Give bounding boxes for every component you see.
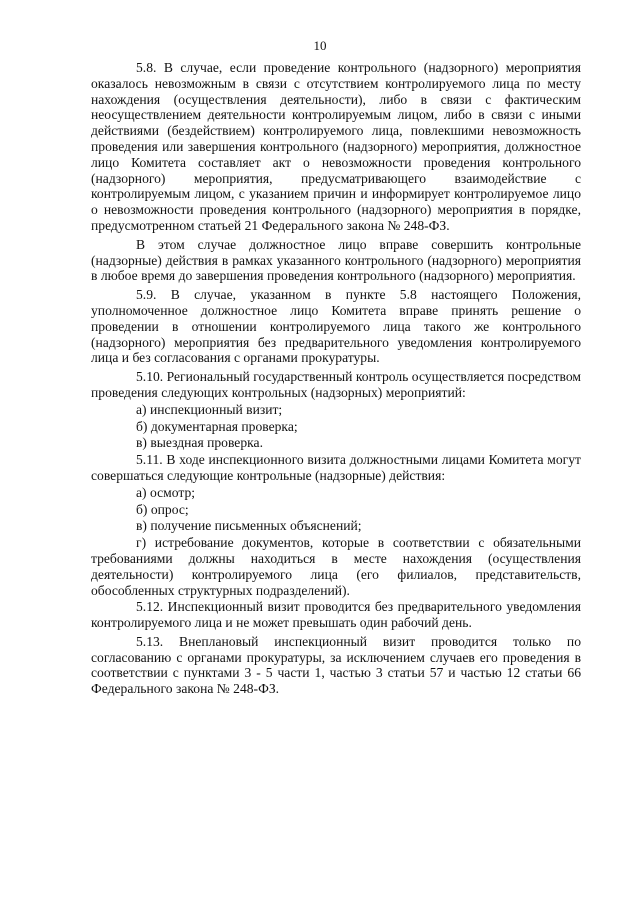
paragraph-5-11: 5.11. В ходе инспекционного визита должностными лицами Комитета могут совершаться следующие контрольные (надзорные) действия:: [91, 452, 581, 483]
paragraph-5-12: 5.12. Инспекционный визит проводится без предварительного уведомления контролируемого лица и не может превышать один рабочий день.: [91, 599, 581, 631]
document-body: [91, 60, 581, 698]
page-number: 10: [313, 38, 327, 53]
list-item: а) осмотр;: [136, 484, 196, 500]
paragraph-5-10: 5.10. Региональный государственный контроль осуществляется посредством проведения следующих контрольных (надзорных) мероприятий:: [91, 369, 581, 400]
paragraph-5-13: 5.13. Внеплановый инспекционный визит проводится только по согласованию с органами прокуратуры, за исключением случаев его проведения в соответствии с пунктами 3 - 5 части 1, частью 3 статьи 57 и частью 12 статьи 66 Федерального закона № 248-ФЗ.: [91, 633, 581, 697]
paragraph-5-8: 5.8. В случае, если проведение контрольного (надзорного) мероприятия оказалось невозможным в связи с отсутствием контролируемого лица по месту нахождения (осуществления деятельности), либо в связи с фактическим неосуществлением деятельности контролируемым лицом, либо в связи с иными действиями (бездействием) контролируемого лица, повлекшими невозможность проведения или завершения контрольного (надзорного) мероприятия, должностное лицо Комитета составляет акт о невозможности проведения контрольного (надзорного) мероприятия, предусматривающего взаимодействие с контролируемым лицом, с указанием причин и информирует контролируемое лицо о невозможности проведения контрольного (надзорного) мероприятия в порядке, предусмотренном статьей 21 Федерального закона № 248-ФЗ.: [91, 60, 581, 233]
list-item: г) истребование документов, которые в соответствии с обязательными требованиями должны находиться в месте нахождения (осуществления деятельности) контролируемого лица (его филиалов, представительств, обособленных структурных подразделений).: [91, 535, 581, 598]
paragraph-5-8-continuation: В этом случае должностное лицо вправе совершить контрольные (надзорные) действия в рамках указанного контрольного (надзорного) мероприятия в любое время до завершения проведения контрольного (надзорного) мероприятия.: [91, 236, 581, 284]
list-item: а) инспекционный визит;: [136, 401, 283, 417]
list-item: б) документарная проверка;: [136, 418, 298, 434]
list-item: б) опрос;: [136, 501, 189, 517]
list-item: в) выездная проверка.: [136, 435, 263, 451]
paragraph-5-9: 5.9. В случае, указанном в пункте 5.8 настоящего Положения, уполномоченное должностное лицо Комитета вправе принять решение о проведении в отношении контролируемого лица такого же контрольного (надзорного) мероприятия без предварительного уведомления контролируемого лица и без согласования с органами прокуратуры.: [91, 287, 581, 366]
list-item: в) получение письменных объяснений;: [136, 518, 362, 534]
